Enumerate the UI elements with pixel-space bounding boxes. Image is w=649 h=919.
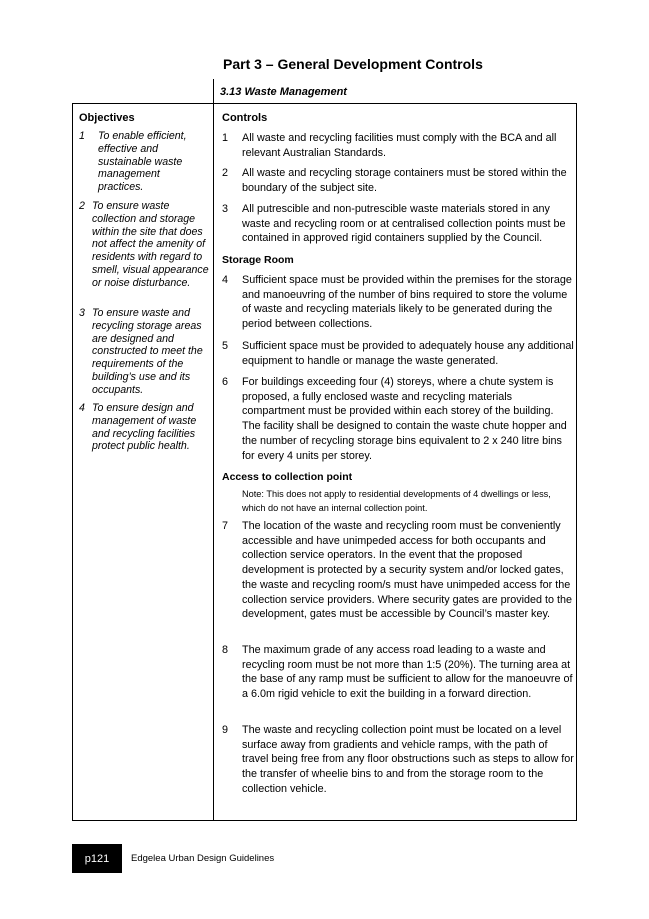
storage-room-heading: Storage Room <box>222 254 294 266</box>
control-text: All waste and recycling facilities must comply with the BCA and all relevant Australian Standards. <box>242 132 557 159</box>
objective-text: To enable efficient, effective and sustainable waste management practices. <box>98 130 187 194</box>
divider-line-top <box>213 79 214 103</box>
objective-item <box>79 307 213 397</box>
control-number: 9 <box>222 724 229 736</box>
objective-item <box>79 402 213 453</box>
control-text: Sufficient space must be provided within the premises for the storage and manoeuvring of the number of bins required to store the volume of waste and recycling materials likely to be generated during the period between collections. <box>242 274 572 331</box>
control-number: 2 <box>222 167 229 179</box>
control-number: 5 <box>222 340 229 352</box>
objective-text: To ensure waste and recycling storage areas are designed and constructed to meet the requirements of the building’s use and its occupants. <box>92 307 203 396</box>
control-text: All waste and recycling storage containers must be stored within the boundary of the subject site. <box>242 167 567 194</box>
control-text: Sufficient space must be provided to adequately house any additional equipment to handle or manage the waste generated. <box>242 340 574 367</box>
control-number: 4 <box>222 274 229 286</box>
control-text: The maximum grade of any access road leading to a waste and recycling room must be not more than 1:5 (20%). The turning area at the base of any ramp must be sufficient to allow for the manoeuvre of a 6.0m rigid vehicle to exit the building in a forward direction. <box>242 644 573 701</box>
objective-item <box>79 130 209 194</box>
page-number-badge: p121 <box>72 844 122 873</box>
access-note: Note: This does not apply to residential developments of 4 dwellings or less, which do not have an internal collection point. <box>242 489 551 513</box>
objective-text: To ensure waste collection and storage within the site that does not affect the amenity of residents with regard to smell, visual appearance or noise disturbance. <box>92 200 209 289</box>
control-number: 7 <box>222 520 229 532</box>
part-title: Part 3 – General Development Controls <box>223 56 483 72</box>
controls-heading: Controls <box>222 112 268 124</box>
objective-number: 2 <box>79 200 85 212</box>
control-text: For buildings exceeding four (4) storeys, where a chute system is proposed, a fully enclosed waste and recycling materials compartment must be provided within each storey of the building. The facility shall be designed to contain the waste chute hopper and the number of recycling storage bins equivalent to 2 x 240 litre bins for every 4 units per storey. <box>242 376 567 462</box>
control-number: 6 <box>222 376 229 388</box>
section-title: 3.13 Waste Management <box>220 86 347 98</box>
objective-number: 3 <box>79 307 85 319</box>
objective-number: 1 <box>79 130 85 142</box>
objective-number: 4 <box>79 402 85 414</box>
control-text: All putrescible and non-putrescible waste materials stored in any waste and recycling room or at centralised collection points must be contained in approved rigid containers supplied by the Council. <box>242 203 566 245</box>
document-title: Edgelea Urban Design Guidelines <box>131 853 275 864</box>
control-number: 8 <box>222 644 229 656</box>
access-heading: Access to collection point <box>222 471 353 483</box>
control-text: The location of the waste and recycling room must be conveniently accessible and have unimpeded access for both occupants and collection service operators. In the event that the proposed development is protected by a security system and/or locked gates, the waste and recycling room/s must have unimpeded access for the collection service providers. Where security gates are provided to the development, gates must be accessible by Council’s master key. <box>242 520 573 621</box>
control-number: 1 <box>222 132 229 144</box>
objectives-heading: Objectives <box>79 112 135 124</box>
objective-text: To ensure design and management of waste and recycling facilities protect public health. <box>92 402 197 453</box>
control-text: The waste and recycling collection point must be located on a level surface away from gradients and vehicle ramps, with the path of travel being free from any floor obstructions such as steps to allow for the transfer of wheelie bins to and from the storage room to the collection vehicle. <box>242 724 574 795</box>
column-divider <box>213 103 214 821</box>
objective-item <box>79 200 213 290</box>
control-number: 3 <box>222 203 229 215</box>
